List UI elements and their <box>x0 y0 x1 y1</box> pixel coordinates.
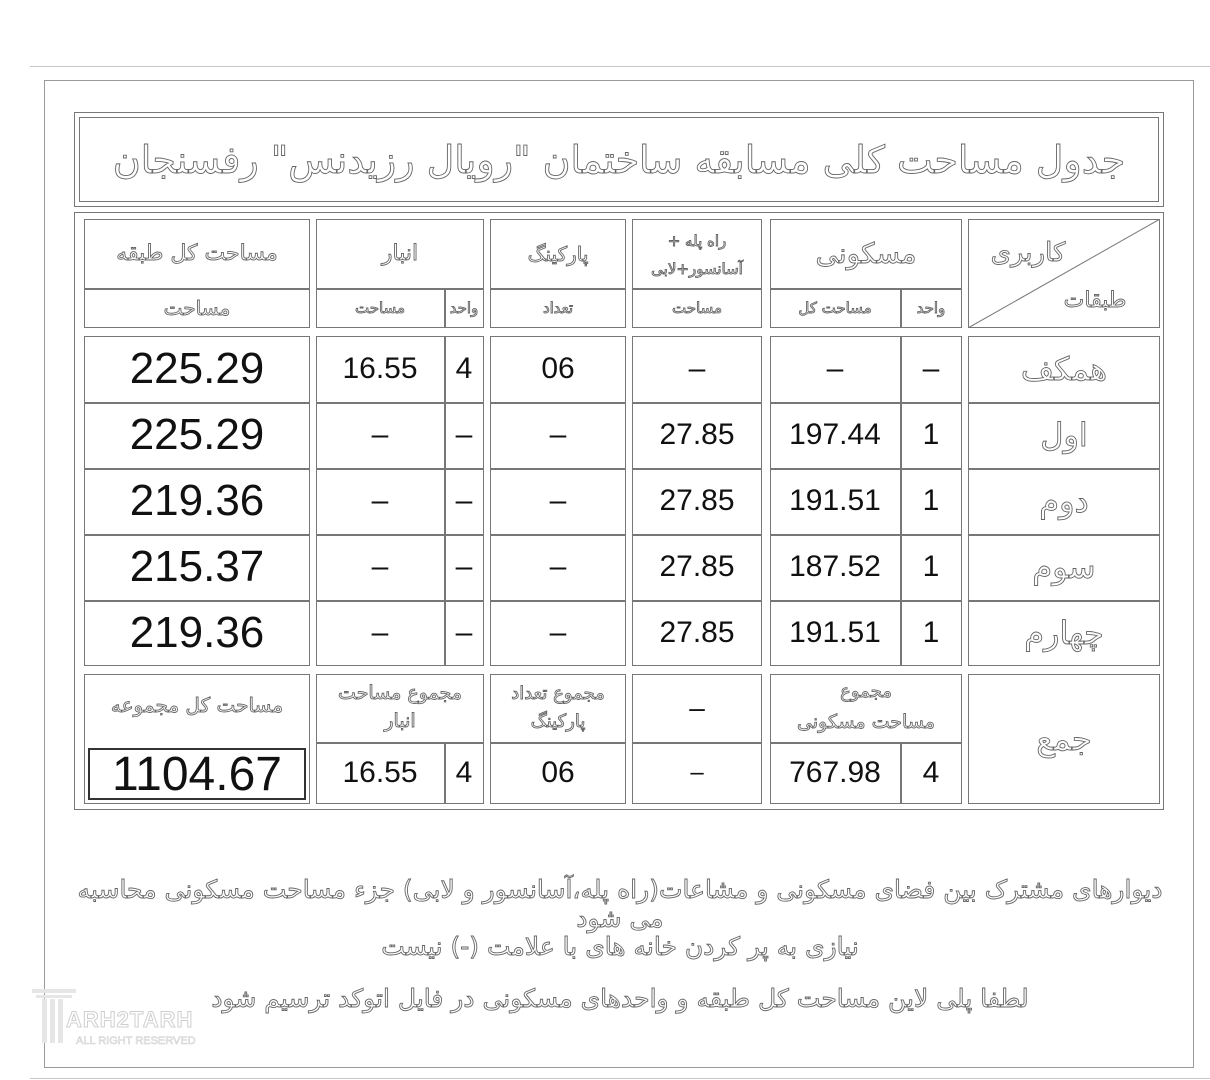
total-stairs-area: – <box>690 759 704 786</box>
note-line-3: لطفا پلی لاین مساحت کل طبقه و واحدهای مسکونی در فایل اتوکد ترسیم شود <box>211 984 1029 1013</box>
header-storage-unit: واحد <box>449 299 479 317</box>
page-title: جدول مساحت کلی مسابقه ساختمان "رویال رزیدنس" رفسنجان <box>112 137 1126 182</box>
stairs-area-value: 27.85 <box>659 484 735 517</box>
residential-area-value: – <box>826 352 844 385</box>
arh2tarh-logo <box>30 985 230 1055</box>
storage-unit-value: – <box>455 550 473 583</box>
total-storage-unit: 4 <box>455 756 473 789</box>
residential-unit-value: – <box>922 352 940 385</box>
header-usage: کاربری <box>990 238 1066 268</box>
residential-unit-value: 1 <box>922 616 940 649</box>
header-floor-total: مساحت کل طبقه <box>116 241 278 266</box>
header-parking: پارکینگ <box>527 241 589 266</box>
header-floor-area: مساحت <box>163 296 231 320</box>
logo-name: ARH2TARH <box>66 1007 194 1032</box>
storage-area-value: 16.55 <box>342 352 418 385</box>
residential-unit-value: 1 <box>922 484 940 517</box>
floor-total-value: 215.37 <box>129 542 265 591</box>
note-line-2: نیازی به پر کردن خانه های با علامت (-) نیست <box>381 932 859 961</box>
total-residential-unit: 4 <box>922 756 940 789</box>
total-storage-label-1: مجموع مساحت <box>338 682 462 704</box>
stairs-area-value: – <box>688 352 706 385</box>
floor-name: همکف <box>1020 350 1108 388</box>
floor-name: چهارم <box>1024 614 1104 652</box>
residential-unit-value: 1 <box>922 418 940 451</box>
header-stairs-area: مساحت <box>672 299 722 317</box>
floor-name: دوم <box>1039 482 1089 520</box>
total-parking: 06 <box>541 756 575 789</box>
bottom-rule <box>30 1078 1210 1079</box>
storage-unit-value: – <box>455 418 473 451</box>
parking-value: – <box>549 550 567 583</box>
floor-total-value: 219.36 <box>129 476 265 525</box>
floor-total-value: 225.29 <box>129 344 265 393</box>
header-stairs: راه پله + <box>667 232 727 250</box>
floor-total-value: 225.29 <box>129 410 265 459</box>
header-storage-area: مساحت <box>355 299 405 317</box>
residential-area-value: 191.51 <box>789 616 881 649</box>
header-residential-unit: واحد <box>916 299 946 317</box>
top-rule <box>30 66 1210 67</box>
storage-area-value: – <box>371 616 389 649</box>
header-parking-count: تعداد <box>542 299 574 317</box>
header-residential: مسکونی <box>815 237 917 270</box>
residential-area-value: 191.51 <box>789 484 881 517</box>
stairs-area-value: 27.85 <box>659 418 735 451</box>
total-residential-label-1: مجموع <box>840 680 892 702</box>
total-residential-area: 767.98 <box>789 756 881 789</box>
header-storage: انبار <box>381 241 419 266</box>
total-storage-area: 16.55 <box>342 756 418 789</box>
stairs-area-value: 27.85 <box>659 616 735 649</box>
parking-value: – <box>549 418 567 451</box>
stairs-area-value: 27.85 <box>659 550 735 583</box>
total-residential-label-2: مساحت مسکونی <box>797 711 935 733</box>
total-floor-label: مساحت کل مجموعه <box>110 693 284 717</box>
storage-unit-value: – <box>455 616 473 649</box>
storage-area-value: – <box>371 550 389 583</box>
storage-area-value: – <box>371 418 389 451</box>
total-parking-label-2: پارکینگ <box>530 710 586 732</box>
floor-name: سوم <box>1032 548 1096 586</box>
header-floors: طبقات <box>1063 288 1127 313</box>
residential-area-value: 187.52 <box>789 550 881 583</box>
grand-total-value: 1104.67 <box>112 747 282 801</box>
header-elevator-lobby: آسانسور+لابی <box>651 260 743 278</box>
logo-tagline: ALL RIGHT RESERVED <box>76 1035 196 1047</box>
note-line-1: دیوارهای مشترک بین فضای مسکونی و مشاعات(راه پله،آسانسور و لابی) جزء مساحت مسکونی محاسبه می شود <box>77 875 1163 933</box>
total-stairs-label: – <box>689 692 705 723</box>
residential-unit-value: 1 <box>922 550 940 583</box>
parking-value: 06 <box>541 352 575 385</box>
parking-value: – <box>549 484 567 517</box>
storage-unit-value: – <box>455 484 473 517</box>
total-storage-label-2: انبار <box>384 710 416 732</box>
storage-area-value: – <box>371 484 389 517</box>
floor-total-value: 219.36 <box>129 608 265 657</box>
floor-name: اول <box>1040 416 1088 454</box>
total-label: جمع <box>1036 720 1092 758</box>
storage-unit-value: 4 <box>455 352 473 385</box>
parking-value: – <box>549 616 567 649</box>
total-parking-label-1: مجموع تعداد <box>511 682 605 704</box>
header-residential-total-area: مساحت کل <box>798 299 872 317</box>
residential-area-value: 197.44 <box>789 418 881 451</box>
